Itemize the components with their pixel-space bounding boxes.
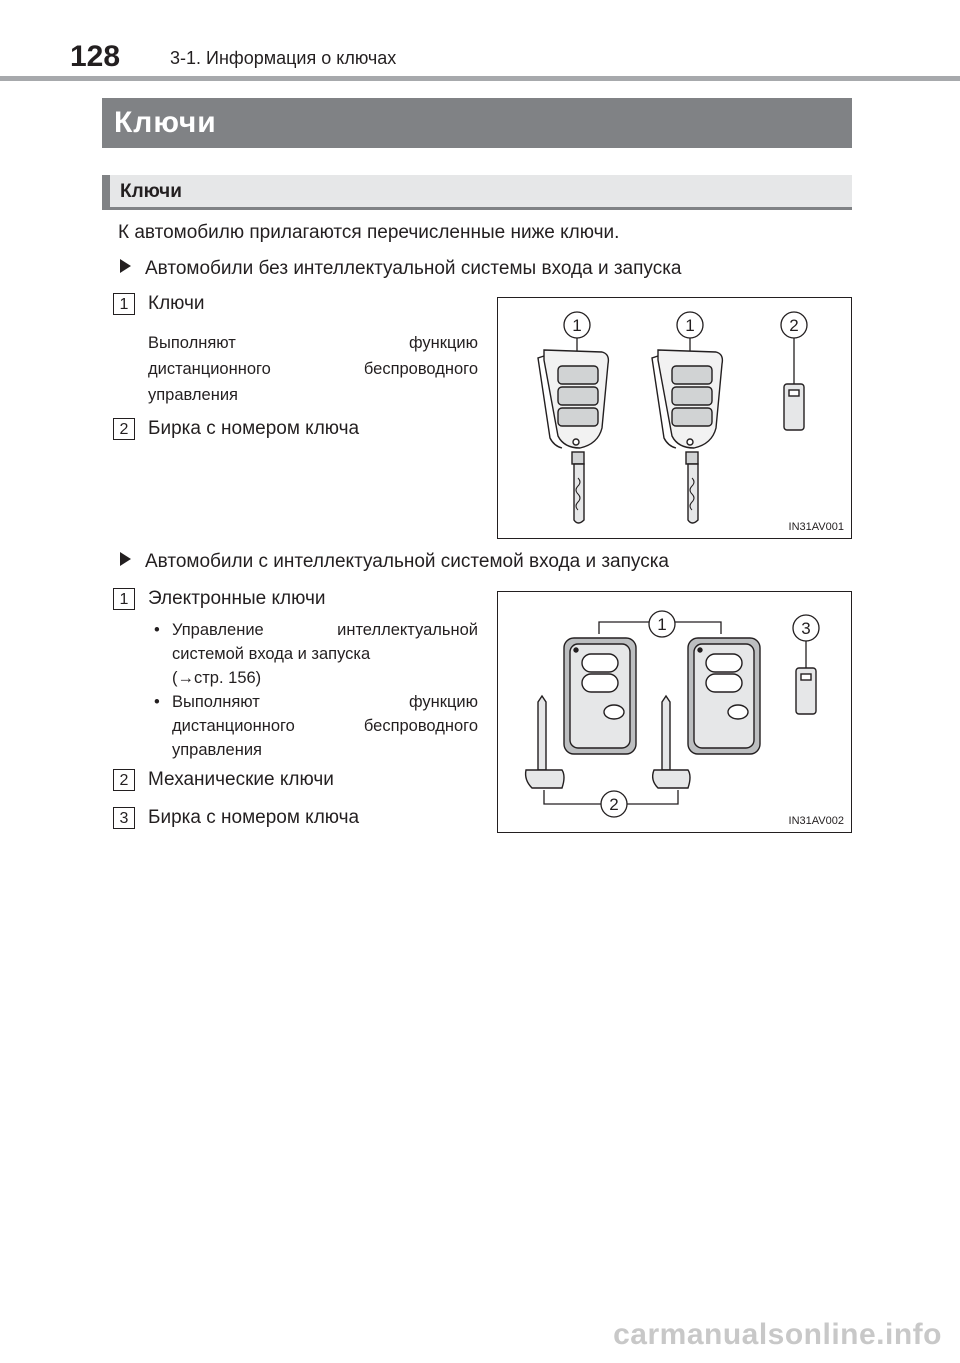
figure-smart-keys [497,591,852,833]
sub-bullet: • Выполняют функцию дистанционного беспроводного управления [148,690,478,762]
bullet-dot-icon: • [154,693,160,711]
callout-2: 2 [609,795,619,814]
item-number-badge: 2 [113,769,135,791]
mechanical-key-icon [526,696,564,788]
group1-heading-text: Автомобили без интеллектуальной системы входа и запуска [145,258,682,279]
subheading-band [102,175,852,210]
desc-line: управления [148,386,238,404]
bullet-dot-icon: • [154,621,160,639]
subheading-accent-bar [102,175,110,207]
page-title-band [102,98,852,148]
subheading: Ключи [120,181,182,202]
callout-1b: 1 [685,316,695,335]
smart-key-icon [564,638,636,754]
group1-heading [120,258,682,280]
item-number-badge: 1 [113,293,135,315]
mechanical-key-icon [653,696,690,788]
item-number-badge: 3 [113,807,135,829]
flip-key-icon [538,350,608,523]
item-label: Электронные ключи [148,588,326,609]
page-title: Ключи [114,106,217,139]
callout-3: 3 [801,619,811,638]
intro-text: К автомобилю прилагаются перечисленные ниже ключи. [118,222,620,243]
flip-key-icon [652,350,722,523]
item-label: Ключи [148,293,205,314]
item-label: Бирка с номером ключа [148,807,360,828]
callout-2: 2 [789,316,799,335]
triangle-bullet-icon [120,259,131,273]
figure-code: IN31AV001 [788,521,844,533]
figure-flip-keys [497,297,852,539]
watermark: carmanualsonline.info [613,1318,942,1351]
key-number-tag-icon [784,384,804,430]
item-description [148,330,478,408]
page-number: 128 [70,40,121,73]
desc-line: Выполняют функцию [148,334,478,352]
header-rule [0,76,960,81]
smart-keys-illustration [498,592,850,831]
triangle-bullet-icon [120,552,131,566]
group2-heading-text: Автомобили с интеллектуальной системой входа и запуска [145,551,669,572]
item-number-badge: 2 [113,418,135,440]
sub-bullet-list [148,618,478,762]
section-label: 3-1. Информация о ключах [170,48,397,68]
flip-keys-illustration [498,298,850,537]
callout-1: 1 [657,615,667,634]
desc-line: дистанционного беспроводного [148,360,478,378]
callout-1a: 1 [572,316,582,335]
figure-code: IN31AV002 [788,815,844,827]
key-number-tag-icon [796,668,816,714]
item-label: Бирка с номером ключа [148,418,360,439]
group2-heading [120,551,669,573]
item-label: Механические ключи [148,769,334,790]
smart-key-icon [688,638,760,754]
sub-bullet: • Управление интеллектуальной системой входа и запуска (→стр. 156) [148,618,478,690]
item-number-badge: 1 [113,588,135,610]
